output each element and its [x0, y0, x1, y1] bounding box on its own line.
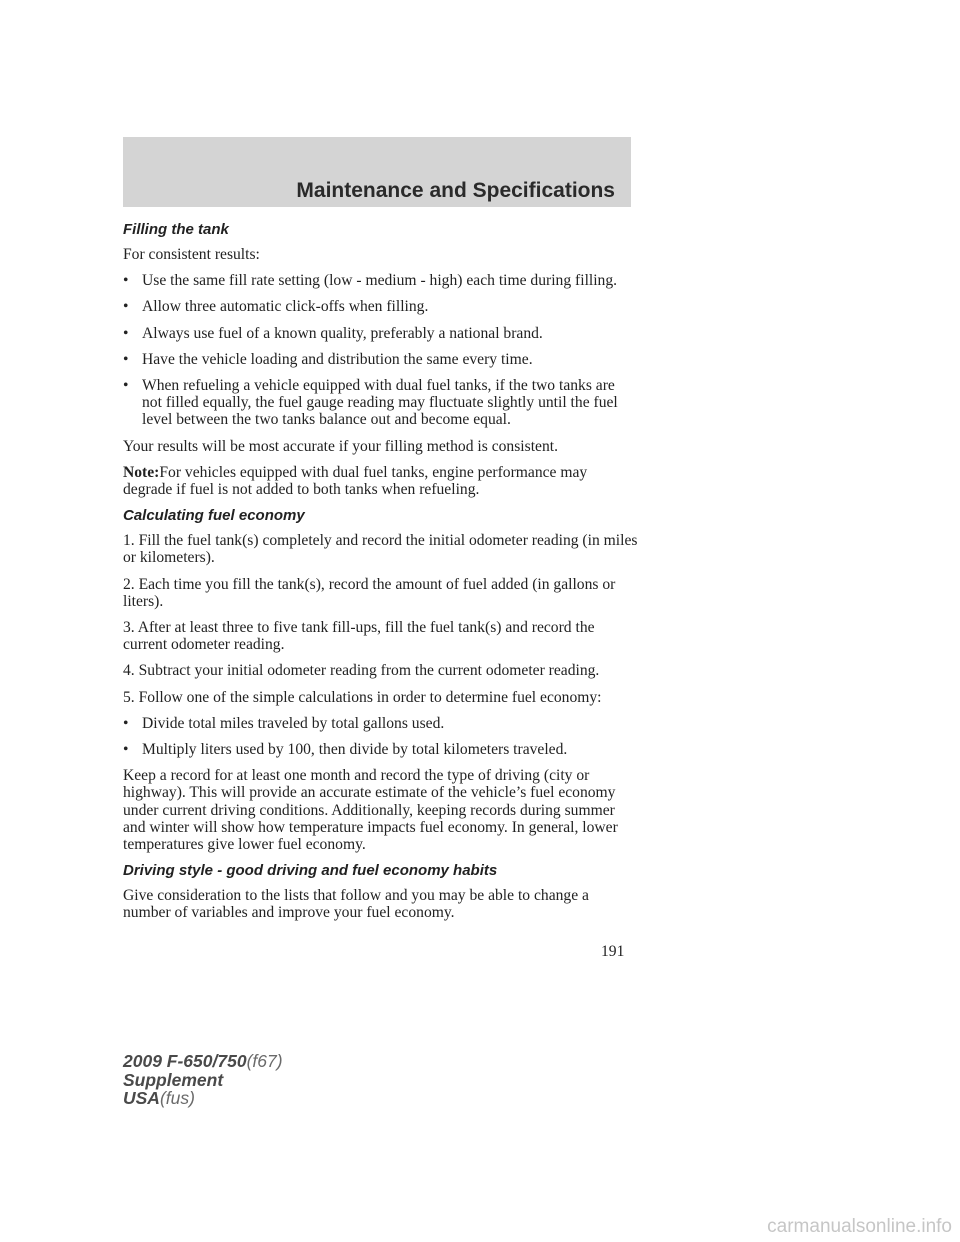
heading-calculating-fuel-economy: Calculating fuel economy	[123, 507, 305, 525]
bullet-text: Use the same fill rate setting (low - medium - high) each time during filling.	[142, 272, 618, 290]
note-paragraph	[123, 464, 638, 498]
footer-region-code: (fus)	[159, 1088, 195, 1108]
calculation-bullet-list	[123, 715, 638, 758]
footer-model-code: (f67)	[246, 1051, 283, 1071]
bullet-icon: •	[123, 298, 129, 316]
bullet-icon: •	[123, 324, 129, 342]
list-item	[123, 715, 638, 732]
intro-paragraph: For consistent results:	[123, 246, 260, 263]
page-content	[123, 221, 638, 931]
step-paragraph: 2. Each time you fill the tank(s), record the amount of fuel added (in gallons or liters).	[123, 575, 616, 610]
record-paragraph: Keep a record for at least one month and record the type of driving (city or highway). This will provide an accurate estimate of the vehicle’s fuel economy under current driving conditions. Additionally, keeping records during summer and winter will show how temperature impacts fuel economy. In general, lower temperatures give lower fuel economy.	[123, 767, 618, 854]
bullet-text: Have the vehicle loading and distribution the same every time.	[142, 350, 533, 368]
footer-region-line	[123, 1089, 283, 1108]
bullet-text: Allow three automatic click-offs when filling.	[142, 298, 429, 316]
note-label: Note:	[123, 463, 160, 481]
bullet-icon: •	[123, 350, 129, 368]
step-paragraph: 4. Subtract your initial odometer reading from the current odometer reading.	[123, 662, 600, 680]
bullet-text: When refueling a vehicle equipped with dual fuel tanks, if the two tanks are not filled equally, the fuel gauge reading may fluctuate slightly until the fuel level between the two tanks balance out and become equal.	[142, 377, 618, 429]
list-item	[123, 377, 638, 429]
driving-paragraph: Give consideration to the lists that follow and you may be able to change a number of variables and improve your fuel economy.	[123, 887, 589, 922]
page-number: 191	[601, 943, 625, 960]
step-paragraph: 5. Follow one of the simple calculations in order to determine fuel economy:	[123, 688, 602, 706]
list-item	[123, 325, 638, 342]
bullet-text: Multiply liters used by 100, then divide by total kilometers traveled.	[142, 741, 568, 759]
step-paragraph: 1. Fill the fuel tank(s) completely and record the initial odometer reading (in miles or kilometers).	[123, 532, 638, 567]
footer-model: 2009 F-650/750	[123, 1051, 247, 1071]
note-text: For vehicles equipped with dual fuel tanks, engine performance may degrade if fuel is not added to both tanks when refueling.	[123, 463, 588, 499]
filling-bullet-list	[123, 272, 638, 428]
list-item	[123, 351, 638, 368]
document-footer	[123, 1052, 283, 1108]
section-header-band	[123, 137, 631, 207]
list-item	[123, 272, 638, 289]
watermark: carmanualsonline.info	[767, 1216, 952, 1237]
list-item	[123, 298, 638, 315]
heading-filling-the-tank: Filling the tank	[123, 221, 229, 238]
step-paragraph: 3. After at least three to five tank fill-ups, fill the fuel tank(s) and record the current odometer reading.	[123, 619, 595, 654]
list-item	[123, 741, 638, 758]
footer-region: USA	[123, 1088, 160, 1108]
bullet-icon: •	[123, 272, 129, 290]
section-title: Maintenance and Specifications	[296, 179, 615, 202]
footer-supplement-line	[123, 1071, 283, 1090]
bullet-text: Always use fuel of a known quality, preferably a national brand.	[142, 324, 543, 342]
heading-driving-style: Driving style - good driving and fuel economy habits	[123, 862, 498, 880]
bullet-icon: •	[123, 714, 129, 732]
footer-supplement: Supplement	[123, 1069, 224, 1090]
footer-model-line	[123, 1052, 283, 1071]
results-paragraph: Your results will be most accurate if your filling method is consistent.	[123, 437, 558, 455]
bullet-icon: •	[123, 377, 129, 395]
bullet-text: Divide total miles traveled by total gallons used.	[142, 714, 445, 732]
bullet-icon: •	[123, 741, 129, 759]
